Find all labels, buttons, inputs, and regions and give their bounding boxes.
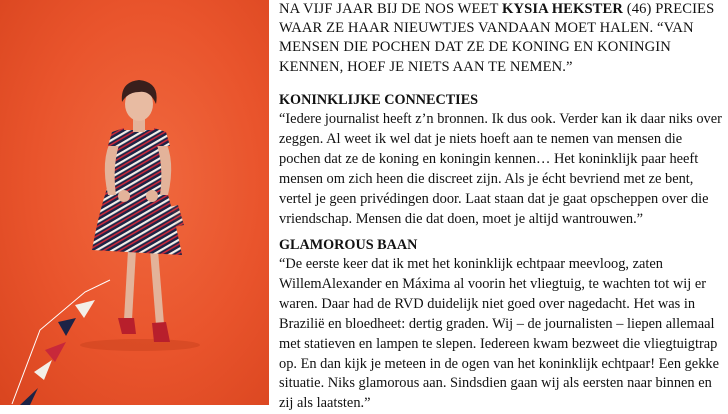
section-heading-glamorous-baan: GLAMOROUS BAAN — [279, 237, 418, 253]
article-column — [279, 0, 723, 412]
intro-age: (46) — [622, 1, 652, 17]
woman-in-striped-dress-illustration — [0, 0, 269, 405]
portrait-photo — [0, 0, 269, 405]
article-intro — [279, 0, 723, 77]
intro-rest: PRECIES WAAR ZE HAAR NIEUWTJES VANDAAN MOET HALEN. “VAN MENSEN DIE POCHEN DAT ZE DE KONING EN KONINGIN KENNEN, HOEF JE NIETS AAN TE NEMEN.” — [279, 1, 715, 75]
intro-name: KYSIA HEKSTER — [502, 1, 623, 17]
section-heading-koninklijke-connecties: KONINKLIJKE CONNECTIES — [279, 92, 479, 108]
section-body-koninklijke-connecties: “Iedere journalist heeft z’n bronnen. Ik dus ook. Verder kan ik daar niks over zeggen. Al weet ik wel dat je niets hoeft aan te nemen van mensen die pochen dat ze de koning en koningin kennen… Het koninklijk paar heeft mensen om zich heen die discreet zijn. Als je écht bevriend met ze bent, vertel je geen privédingen door. Laat staan dat je gaat opscheppen over die vriendschap. Mensen die dat doen, moet je altijd wantrouwen.” — [279, 111, 722, 227]
intro-lead: NA VIJF JAAR BIJ DE NOS WEET — [279, 1, 503, 17]
section-body-glamorous-baan: “De eerste keer dat ik met het koninklijk echtpaar meevloog, zaten WillemAlexander en Máxima al voorin het vliegtuig, te wachten tot wij er waren. Daar had de RVD duidelijk niet goed over nagedacht. Het was in Brazilië en bloedheet: dertig graden. Wij – de journalisten – liepen allemaal met statieven en lampen te slepen. Iedereen kwam bezweet die vliegtuigtrap op. En dan kijk je meteen in de ogen van het koninklijk echtpaar! Een gekke situatie. Niks glamorous aan. Sindsdien gaan wij als eersten naar binnen en zij als laatsten.” — [279, 256, 719, 412]
